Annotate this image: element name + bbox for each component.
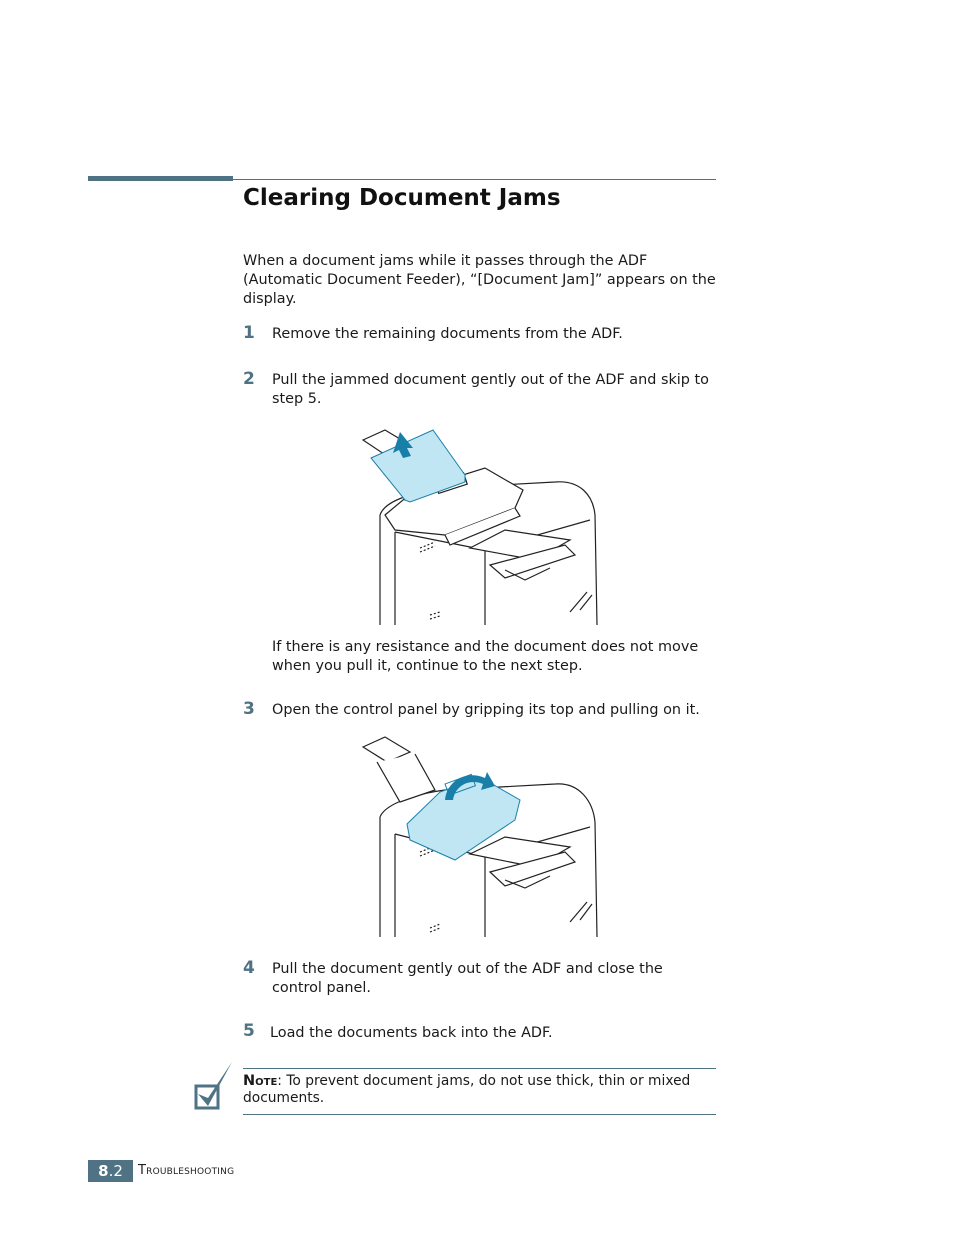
page-title: Clearing Document Jams — [243, 185, 561, 211]
step-number-5: 5 — [243, 1021, 255, 1041]
step-text-1: Remove the remaining documents from the ADF. — [272, 326, 623, 342]
note-rule-top — [243, 1068, 716, 1069]
step-text-3: Open the control panel by gripping its top and pulling on it. — [272, 702, 700, 718]
section-rule-thick — [88, 176, 233, 181]
step-number-3: 3 — [243, 699, 255, 719]
step-2-followup: If there is any resistance and the document does not move when you pull it, continue to the next step. — [272, 639, 699, 674]
page-number: .2 — [108, 1162, 123, 1180]
footer-section-title: Troubleshooting — [138, 1163, 235, 1178]
note-rule-bottom — [243, 1114, 716, 1115]
figure-open-control-panel — [355, 732, 605, 943]
note-body: : To prevent document jams, do not use thick, thin or mixed documents. — [243, 1073, 691, 1106]
chapter-number: 8 — [98, 1162, 109, 1180]
step-text-5: Load the documents back into the ADF. — [270, 1025, 553, 1041]
step-number-1: 1 — [243, 323, 255, 343]
step-text-4: Pull the document gently out of the ADF and close the control panel. — [272, 961, 663, 996]
note-checkmark-icon — [192, 1058, 236, 1118]
note-text — [243, 1073, 718, 1107]
step-number-4: 4 — [243, 958, 255, 978]
section-rule-thin — [233, 179, 716, 180]
step-number-2: 2 — [243, 369, 255, 389]
note-label: Note — [243, 1073, 278, 1089]
printer-adf-illustration — [355, 420, 605, 627]
page-number-badge — [88, 1160, 133, 1182]
figure-remove-document — [355, 420, 605, 631]
printer-control-panel-illustration — [355, 732, 605, 939]
intro-paragraph: When a document jams while it passes through the ADF (Automatic Document Feeder), “[Document Jam]” appears on the display. — [243, 253, 716, 307]
step-text-2: Pull the jammed document gently out of the ADF and skip to step 5. — [272, 372, 709, 407]
